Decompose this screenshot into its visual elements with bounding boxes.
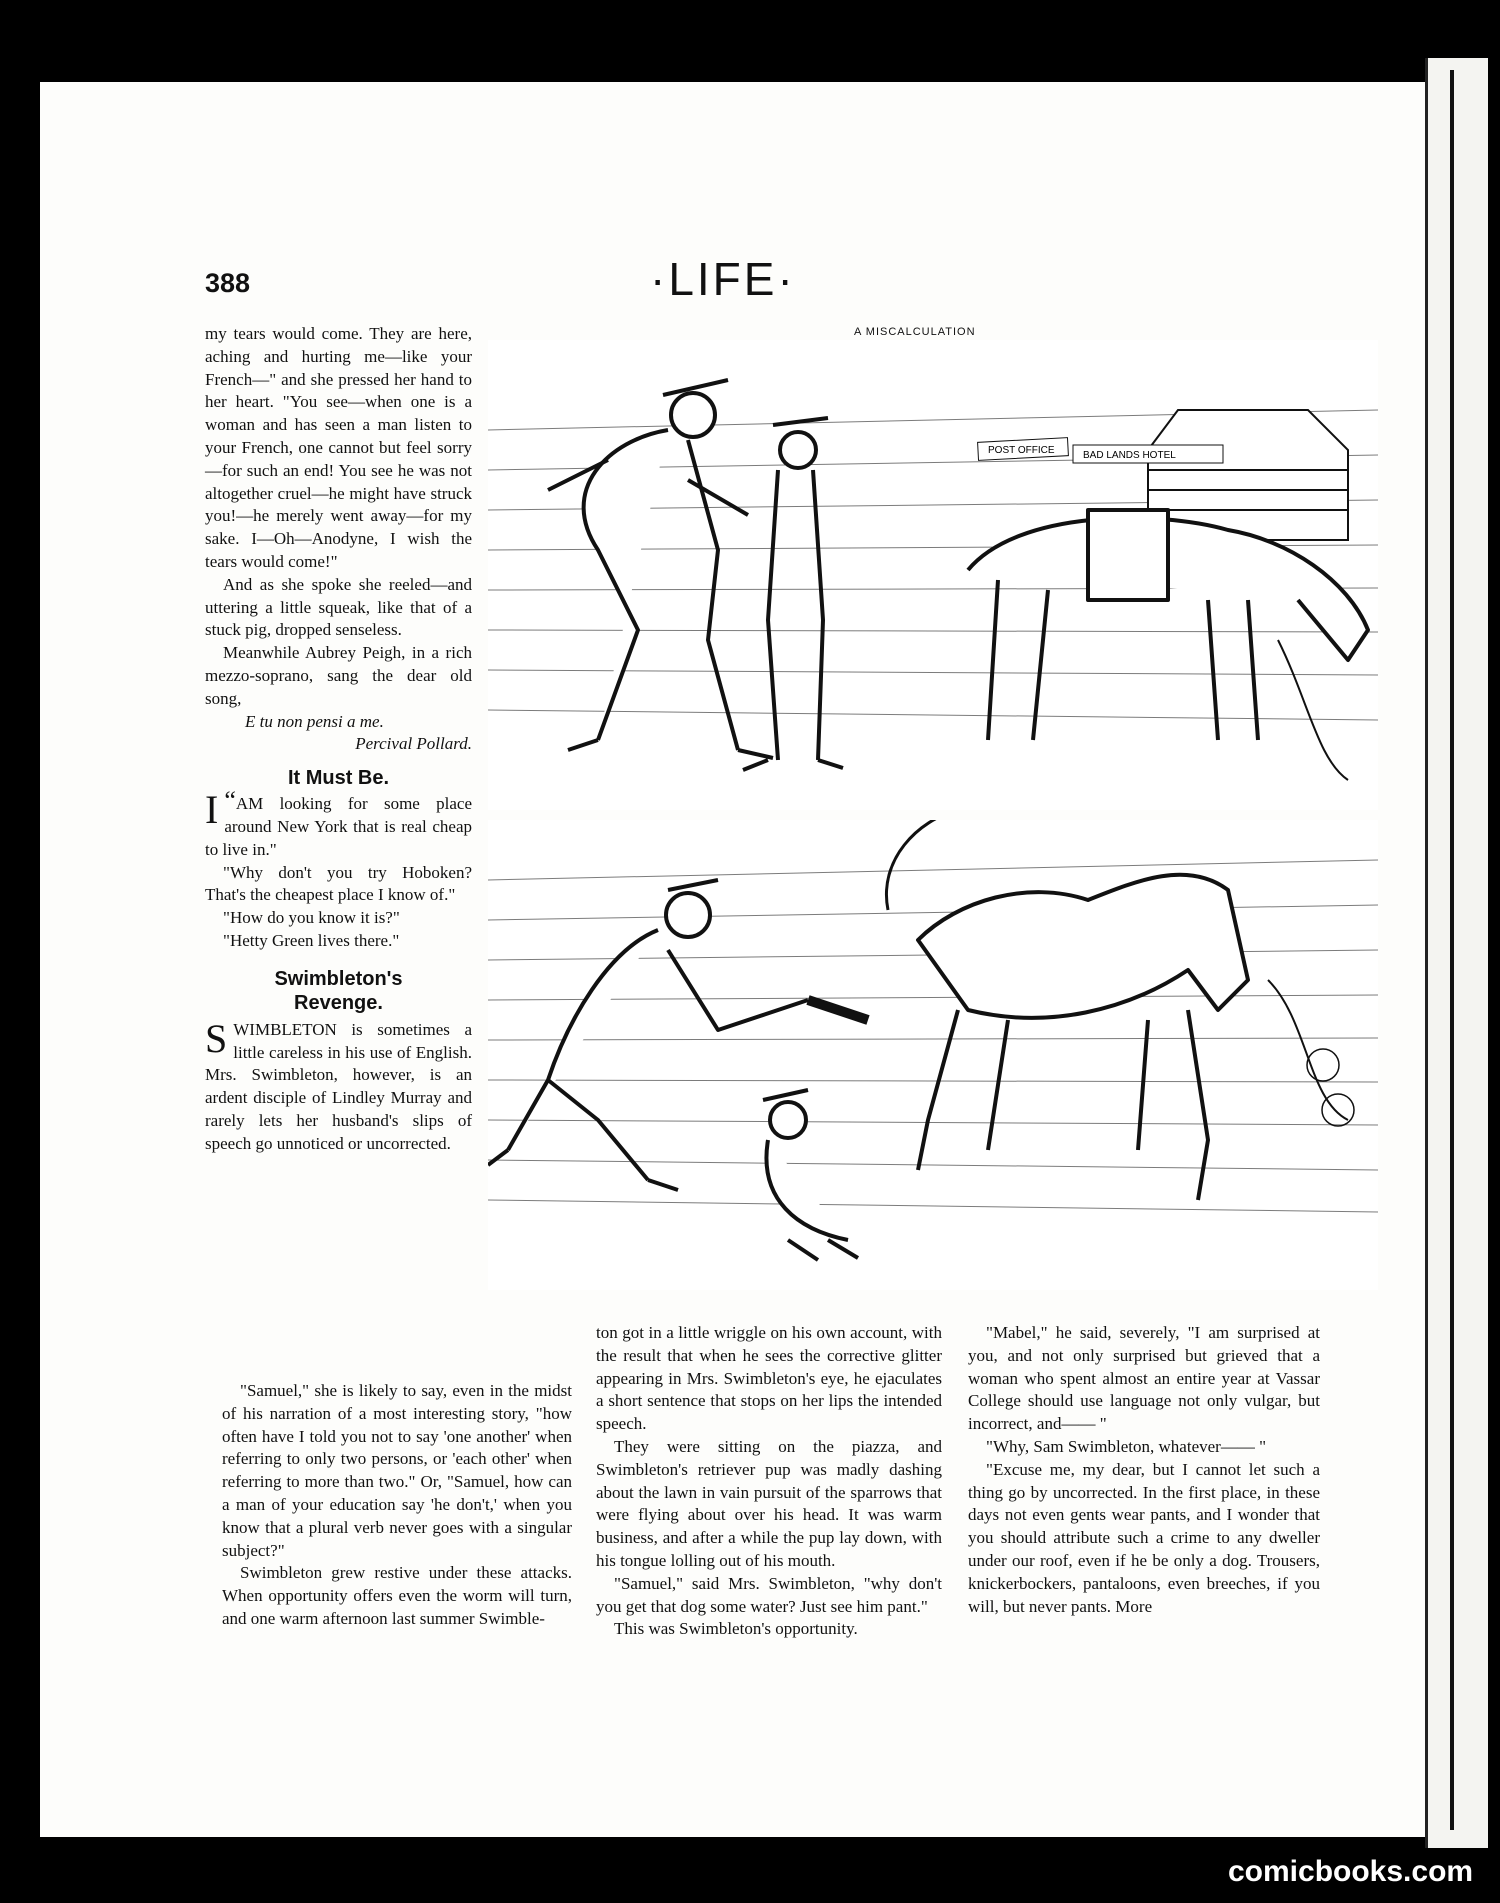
story-paragraph: "Why, Sam Swimbleton, whatever—— " xyxy=(986,1436,1267,1456)
binding-edge xyxy=(1450,70,1454,1830)
column-3 xyxy=(968,1322,1320,1618)
column-1-lower xyxy=(222,1380,572,1631)
story-paragraph: "Excuse me, my dear, but I cannot let such a thing go by uncorrected. In the first place, in these days not even gents wear pants, and I wonder that you should attribute such a crime to any dweller under our roof, even if he be only a dog. Trousers, knickerbockers, pantaloons, even breeches, if you will, but never pants. More xyxy=(968,1459,1320,1616)
heading-line: Swimbleton's xyxy=(274,967,403,990)
column-1-upper: my tears would come. They are here, aching and hurting me—like your French—" and she pressed her hand to her heart. "You see—when one is a woman and has seen a man listen to your French, one cannot but feel sorry—for such an end! You see he was not altogether cruel—he might have struck you!—he merely went away—for my sake. I—Oh—Anodyne, I wish the tears would come!" And as she spoke she reeled—and uttering a little squeak, like that of a stuck pig, dropped senseless. Meanwhile Aubrey Peigh, in a rich mezzo-soprano, sang the dear old song, E tu non pensi a me. Percival Pollard. It Must Be. “ I AM looking for some place around New York that is real cheap to live in." "Why don't you try Hoboken? That's the cheapest place I know of." "How do you know it is?" "Hetty Green lives there." Swimbleton's Revenge. SWIMBLETON is sometimes a little careless in his use of English. Mrs. Swimbleton, however, is an ardent disciple of Lindley Murray and rarely lets her husband's slips of speech go unnoticed or uncorrected. xyxy=(205,324,472,1153)
illustration-caption: A MISCALCULATION xyxy=(854,326,976,338)
cartoon-panel-top xyxy=(488,340,1378,810)
drop-cap: S xyxy=(205,1015,228,1061)
story-paragraph: This was Swimbleton's opportunity. xyxy=(614,1619,858,1639)
cartoon-panel-bottom xyxy=(488,820,1378,1290)
joke-line: AM looking for some place around New York that is real cheap to live in." xyxy=(205,794,472,859)
story-paragraph: And as she spoke she reeled—and uttering a little squeak, like that of a stuck pig, dropped senseless. xyxy=(205,574,472,640)
heading-line: Revenge. xyxy=(294,991,383,1014)
story-paragraph: "Mabel," he said, severely, "I am surprised at you, and not only surprised but grieved that a woman who spent almost an entire year at Vassar College should use language not only vulgar, but incorrect, and—— " xyxy=(968,1323,1320,1434)
story-paragraph: They were sitting on the piazza, and Swimbleton's retriever pup was madly dashing about the lawn in vain pursuit of the sparrows that were flying about over his head. It was warm business, and after a while the pup lay down, with his tongue lolling out of his mouth. xyxy=(596,1436,942,1570)
watermark: comicbooks.com xyxy=(1228,1855,1474,1888)
next-page-edge xyxy=(1425,58,1488,1848)
story-paragraph: Meanwhile Aubrey Peigh, in a rich mezzo-soprano, sang the dear old song, xyxy=(205,643,472,708)
drop-cap: I xyxy=(205,787,219,833)
magazine-title: ·LIFE· xyxy=(650,253,796,305)
joke-line: "Why don't you try Hoboken? That's the cheapest place I know of." xyxy=(205,862,472,905)
joke-line: "How do you know it is?" xyxy=(223,908,400,928)
sign-hotel: BAD LANDS HOTEL xyxy=(1083,450,1176,461)
column-2 xyxy=(596,1322,942,1641)
story-paragraph: Swimbleton grew restive under these attacks. When opportunity offers even the worm will turn, and one warm afternoon last summer Swimble- xyxy=(222,1563,572,1628)
story-paragraph: "Samuel," she is likely to say, even in the midst of his narration of a most interesting story, "how often have I told you not to say 'one another' when referring to only two persons, or 'each other' when referring to more than two." Or, "Samuel, how can a man of your education say 'he don't,' when you know that a plural verb never goes with a singular subject?" xyxy=(222,1381,572,1560)
song-title: E tu non pensi a me. xyxy=(245,711,384,731)
story-continued: my tears would come. They are here, aching and hurting me—like your French—" and she pressed her hand to her heart. "You see—when one is a woman and has seen a man listen to your French, one cannot but feel sorry—for such an end! You see he was not altogether cruel—he might have struck you!—he merely went away—for my sake. I—Oh—Anodyne, I wish the tears would come!" xyxy=(205,324,472,571)
article-heading-swimbleton xyxy=(205,967,472,1015)
story-paragraph: ton got in a little wriggle on his own account, with the result that when he sees the corrective glitter appearing in Mrs. Swimbleton's eye, he ejaculates a short sentence that stops on her lips the intended speech. xyxy=(596,1323,942,1434)
article-heading-it-must-be: It Must Be. xyxy=(287,767,390,790)
sign-post-office: POST OFFICE xyxy=(988,445,1055,456)
author-signature: Percival Pollard. xyxy=(355,734,472,754)
page-number: 388 xyxy=(205,268,251,298)
story-paragraph: WIMBLETON is sometimes a little careless in his use of English. Mrs. Swimbleton, however, is an ardent disciple of Lindley Murray and rarely lets her husband's slips of speech go unnoticed or uncorrected. xyxy=(205,1019,472,1153)
joke-line: "Hetty Green lives there." xyxy=(223,930,400,950)
story-paragraph: "Samuel," said Mrs. Swimbleton, "why don't you get that dog some water? Just see him pant." xyxy=(596,1573,942,1616)
